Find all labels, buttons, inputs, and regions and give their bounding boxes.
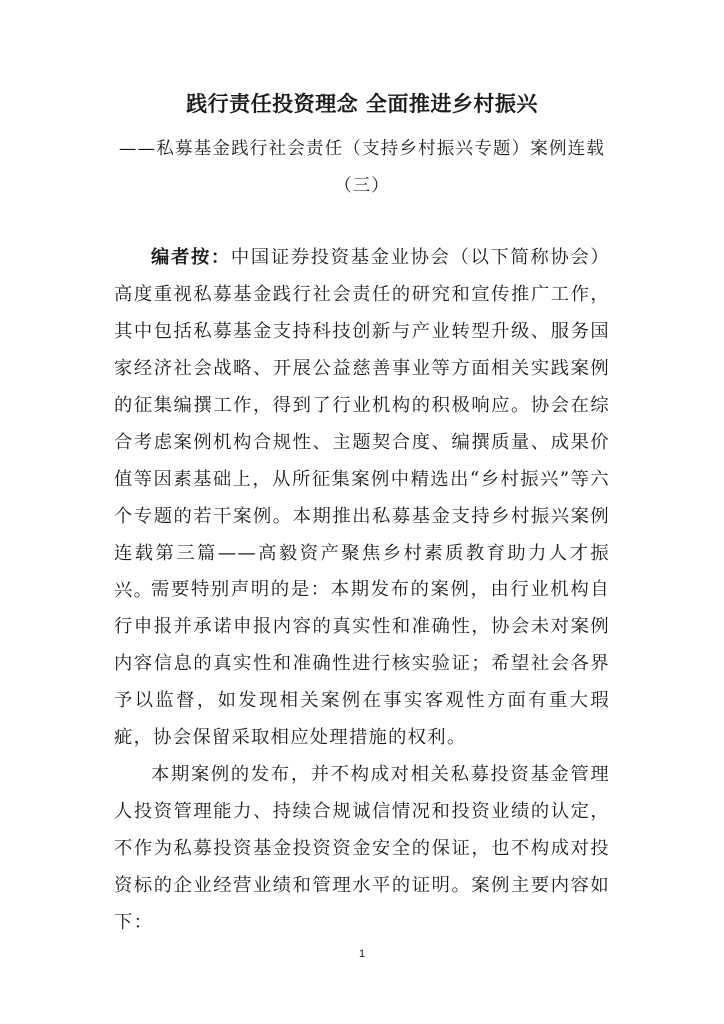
editor-note-paragraph [114, 239, 610, 609]
disclaimer-paragraph: 需要特别声明的是：本期发布的案例，由行业机构自行申报并承诺申报内容的真实性和准确性，协会未对案例内容信息的真实性和准确性进行核实验证；希望社会各界予以监督，如发现相关案例在事实客观性方面有重大瑕疵，协会保留采取相应处理措施的权利。 [114, 579, 610, 748]
editor-note-lead: 编者按： [151, 247, 231, 268]
statement-paragraph: 本期案例的发布，并不构成对相关私募投资基金管理人投资管理能力、持续合规诚信情况和投资业绩的认定，不作为私募投资基金投资资金安全的保证，也不构成对投资标的企业经营业绩和管理水平的证明。案例主要内容如下： [114, 764, 610, 933]
document-subtitle: ——私募基金践行社会责任（支持乡村振兴专题）案例连载 [118, 139, 606, 159]
document-title: 践行责任投资理念 全面推进乡村振兴 [186, 92, 538, 116]
page-number: 1 [358, 948, 366, 960]
document-subtitle-part: （三） [334, 176, 390, 196]
editor-note-text: 中国证券投资基金业协会（以下简称协会）高度重视私募基金践行社会责任的研究和宣传推广工作，其中包括私募基金支持科技创新与产业转型升级、服务国家经济社会战略、开展公益慈善事业等方面相关实践案例的征集编撰工作，得到了行业机构的积极响应。协会在综合考虑案例机构合规性、主题契合度、编撰质量、成果价值等因素基础上，从所征集案例中精选出“乡村振兴”等六个专题的若干案例。本期推出私募基金支持乡村振兴案例连载第三篇——高毅资产聚焦乡村素质教育助力人才振兴。 [114, 247, 611, 601]
